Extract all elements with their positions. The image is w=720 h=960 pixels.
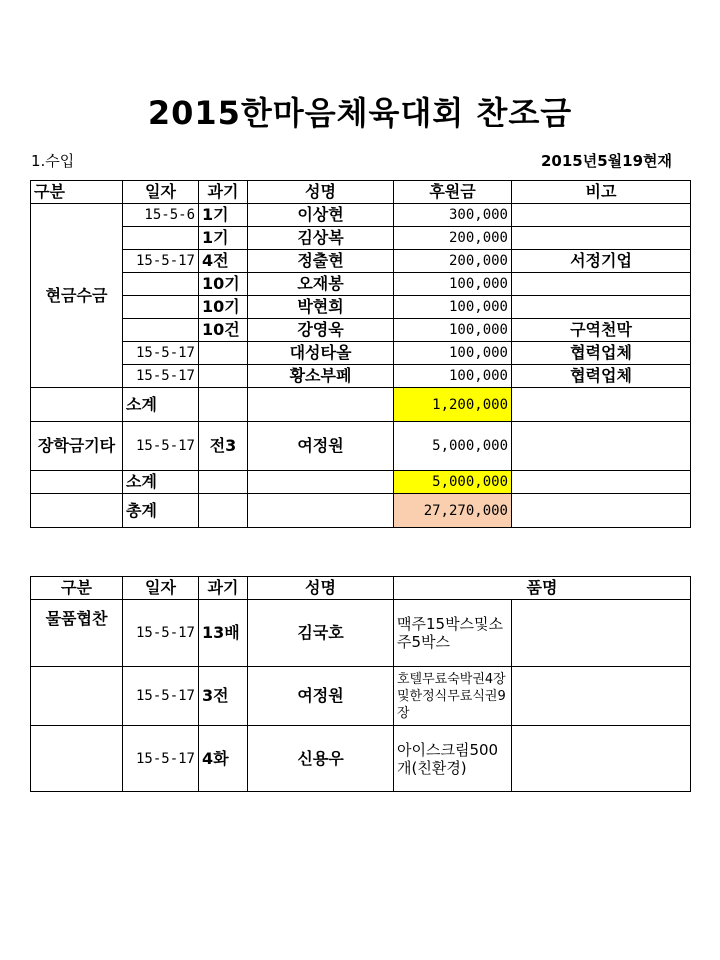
table-row bbox=[31, 204, 691, 227]
header-date: 일자 bbox=[123, 181, 199, 204]
header-name: 성명 bbox=[248, 577, 394, 600]
row-amount: 300,000 bbox=[394, 204, 512, 227]
header-item: 품명 bbox=[394, 577, 691, 600]
row-date bbox=[123, 273, 199, 296]
grand-total-amount: 27,270,000 bbox=[394, 494, 512, 528]
row-name: 강영욱 bbox=[248, 319, 394, 342]
row-term: 10기 bbox=[199, 273, 248, 296]
scholarship-row bbox=[31, 422, 691, 471]
grand-total-row bbox=[31, 494, 691, 528]
row-amount: 100,000 bbox=[394, 319, 512, 342]
header-note: 비고 bbox=[512, 181, 691, 204]
scholarship-subtotal-label: 소계 bbox=[123, 471, 199, 494]
row-note: 서정기업 bbox=[512, 250, 691, 273]
row-item: 호텔무료숙박권4장및한정식무료식권9장 bbox=[394, 667, 512, 726]
cash-category-cell: 현금수금 bbox=[31, 204, 123, 388]
row-date: 15-5-17 bbox=[123, 600, 199, 667]
row-name: 여정원 bbox=[248, 667, 394, 726]
row-note bbox=[512, 204, 691, 227]
income-header-row bbox=[31, 181, 691, 204]
page-title: 2015한마음체육대회 찬조금 bbox=[147, 94, 573, 132]
row-amount: 100,000 bbox=[394, 273, 512, 296]
row-date: 15-5-17 bbox=[123, 667, 199, 726]
table-row bbox=[31, 319, 691, 342]
header-category: 구분 bbox=[31, 577, 123, 600]
cash-subtotal-row bbox=[31, 388, 691, 422]
row-item: 아이스크림500개(친환경) bbox=[394, 726, 512, 792]
row-amount: 100,000 bbox=[394, 296, 512, 319]
row-date bbox=[123, 227, 199, 250]
row-note bbox=[512, 227, 691, 250]
goods-category-cell: 물품협찬 bbox=[31, 600, 123, 667]
row-amount: 100,000 bbox=[394, 365, 512, 388]
row-note bbox=[512, 273, 691, 296]
table-row bbox=[31, 250, 691, 273]
header-date: 일자 bbox=[123, 577, 199, 600]
row-name: 김상복 bbox=[248, 227, 394, 250]
row-term: 1기 bbox=[199, 227, 248, 250]
grand-total-label: 총계 bbox=[123, 494, 199, 528]
row-date bbox=[123, 296, 199, 319]
row-term: 4전 bbox=[199, 250, 248, 273]
row-date bbox=[123, 319, 199, 342]
row-date: 15-5-6 bbox=[123, 204, 199, 227]
row-note: 협력업체 bbox=[512, 342, 691, 365]
header-category: 구분 bbox=[31, 181, 123, 204]
row-amount: 5,000,000 bbox=[394, 422, 512, 471]
row-term: 13배 bbox=[199, 600, 248, 667]
row-name: 오재봉 bbox=[248, 273, 394, 296]
header-name: 성명 bbox=[248, 181, 394, 204]
income-table bbox=[30, 180, 691, 528]
table-row bbox=[31, 227, 691, 250]
table-row bbox=[31, 726, 691, 792]
row-name: 여정원 bbox=[248, 422, 394, 471]
row-term bbox=[199, 342, 248, 365]
row-name: 박현희 bbox=[248, 296, 394, 319]
row-date: 15-5-17 bbox=[123, 422, 199, 471]
goods-header-row bbox=[31, 577, 691, 600]
section-label: 1.수입 bbox=[31, 152, 75, 170]
header-term: 과기 bbox=[199, 577, 248, 600]
row-date: 15-5-17 bbox=[123, 726, 199, 792]
table-row bbox=[31, 342, 691, 365]
scholarship-category-cell: 장학금기타 bbox=[31, 422, 123, 471]
cash-subtotal-amount: 1,200,000 bbox=[394, 388, 512, 422]
cash-subtotal-label: 소계 bbox=[123, 388, 199, 422]
row-term bbox=[199, 365, 248, 388]
row-name: 이상현 bbox=[248, 204, 394, 227]
row-term: 10기 bbox=[199, 296, 248, 319]
row-name: 김국호 bbox=[248, 600, 394, 667]
table-row bbox=[31, 273, 691, 296]
row-note bbox=[512, 296, 691, 319]
table-row bbox=[31, 365, 691, 388]
row-amount: 100,000 bbox=[394, 342, 512, 365]
row-note: 협력업체 bbox=[512, 365, 691, 388]
row-note: 구역천막 bbox=[512, 319, 691, 342]
row-amount: 200,000 bbox=[394, 250, 512, 273]
scholarship-subtotal-amount: 5,000,000 bbox=[394, 471, 512, 494]
goods-table bbox=[30, 576, 691, 792]
row-name: 황소부페 bbox=[248, 365, 394, 388]
row-date: 15-5-17 bbox=[123, 342, 199, 365]
scholarship-subtotal-row bbox=[31, 471, 691, 494]
row-term: 1기 bbox=[199, 204, 248, 227]
row-name: 신용우 bbox=[248, 726, 394, 792]
row-amount: 200,000 bbox=[394, 227, 512, 250]
row-item: 맥주15박스및소주5박스 bbox=[394, 600, 512, 667]
row-term: 3전 bbox=[199, 667, 248, 726]
as-of-date: 2015년5월19현재 bbox=[540, 152, 672, 170]
row-name: 대성타올 bbox=[248, 342, 394, 365]
row-name: 정출현 bbox=[248, 250, 394, 273]
table-row bbox=[31, 600, 691, 667]
row-date: 15-5-17 bbox=[123, 365, 199, 388]
row-term: 전3 bbox=[199, 422, 248, 471]
row-date: 15-5-17 bbox=[123, 250, 199, 273]
header-amount: 후원금 bbox=[394, 181, 512, 204]
row-term: 4화 bbox=[199, 726, 248, 792]
header-term: 과기 bbox=[199, 181, 248, 204]
table-row bbox=[31, 296, 691, 319]
table-row bbox=[31, 667, 691, 726]
row-term: 10건 bbox=[199, 319, 248, 342]
